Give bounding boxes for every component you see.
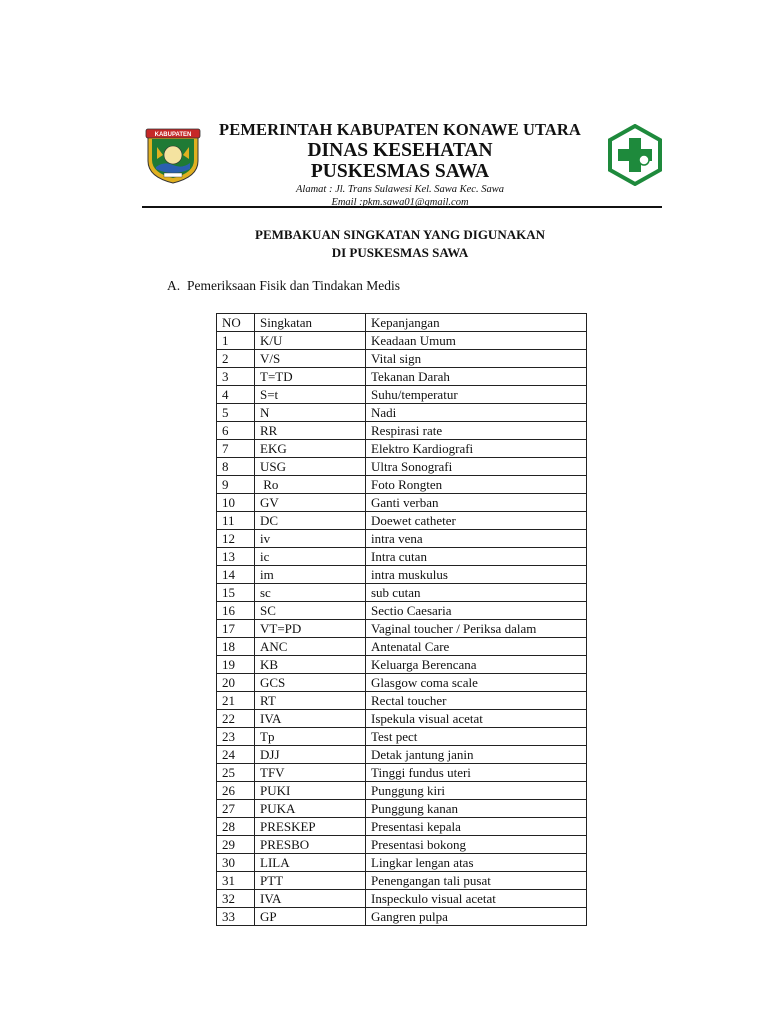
row-abbreviation: sc	[255, 584, 366, 602]
row-expansion: Presentasi kepala	[366, 818, 587, 836]
table-row	[217, 602, 587, 620]
row-expansion: Penengangan tali pusat	[366, 872, 587, 890]
table-row	[217, 908, 587, 926]
row-expansion: Punggung kanan	[366, 800, 587, 818]
row-number: 33	[217, 908, 255, 926]
row-expansion: Keadaan Umum	[366, 332, 587, 350]
row-expansion: Ispekula visual acetat	[366, 710, 587, 728]
row-abbreviation: im	[255, 566, 366, 584]
table-row	[217, 872, 587, 890]
row-number: 12	[217, 530, 255, 548]
row-abbreviation: Ro	[255, 476, 366, 494]
row-number: 15	[217, 584, 255, 602]
row-expansion: Detak jantung janin	[366, 746, 587, 764]
row-abbreviation: PUKA	[255, 800, 366, 818]
row-number: 9	[217, 476, 255, 494]
row-expansion: Elektro Kardiografi	[366, 440, 587, 458]
row-abbreviation: V/S	[255, 350, 366, 368]
row-abbreviation: S=t	[255, 386, 366, 404]
row-abbreviation: PTT	[255, 872, 366, 890]
row-abbreviation: IVA	[255, 890, 366, 908]
row-expansion: Gangren pulpa	[366, 908, 587, 926]
table-row	[217, 350, 587, 368]
row-expansion: Intra cutan	[366, 548, 587, 566]
institution-name: PUSKESMAS SAWA	[310, 161, 490, 182]
row-number: 7	[217, 440, 255, 458]
row-number: 25	[217, 764, 255, 782]
row-abbreviation: PUKI	[255, 782, 366, 800]
row-abbreviation: DJJ	[255, 746, 366, 764]
government-name: PEMERINTAH KABUPATEN KONAWE UTARA	[219, 120, 581, 139]
table-row	[217, 818, 587, 836]
table-row	[217, 638, 587, 656]
header-expansion: Kepanjangan	[366, 314, 587, 332]
letterhead-divider	[142, 206, 662, 208]
row-number: 21	[217, 692, 255, 710]
row-number: 20	[217, 674, 255, 692]
row-expansion: Foto Rongten	[366, 476, 587, 494]
row-abbreviation: PRESBO	[255, 836, 366, 854]
row-number: 1	[217, 332, 255, 350]
table-row	[217, 548, 587, 566]
row-abbreviation: DC	[255, 512, 366, 530]
row-number: 23	[217, 728, 255, 746]
table-row	[217, 854, 587, 872]
row-abbreviation: IVA	[255, 710, 366, 728]
table-row	[217, 674, 587, 692]
row-number: 31	[217, 872, 255, 890]
table-row	[217, 710, 587, 728]
table-row	[217, 800, 587, 818]
row-expansion: Inspeckulo visual acetat	[366, 890, 587, 908]
row-expansion: Punggung kiri	[366, 782, 587, 800]
header-no: NO	[217, 314, 255, 332]
row-number: 11	[217, 512, 255, 530]
row-expansion: Nadi	[366, 404, 587, 422]
row-number: 4	[217, 386, 255, 404]
row-number: 24	[217, 746, 255, 764]
row-abbreviation: EKG	[255, 440, 366, 458]
row-expansion: Vaginal toucher / Periksa dalam	[366, 620, 587, 638]
row-number: 16	[217, 602, 255, 620]
row-number: 6	[217, 422, 255, 440]
row-abbreviation: GCS	[255, 674, 366, 692]
row-abbreviation: SC	[255, 602, 366, 620]
row-expansion: intra vena	[366, 530, 587, 548]
row-number: 13	[217, 548, 255, 566]
row-abbreviation: K/U	[255, 332, 366, 350]
section-heading	[167, 278, 400, 294]
abbreviation-table	[216, 313, 587, 926]
row-abbreviation: T=TD	[255, 368, 366, 386]
puskesmas-cross-logo-icon	[607, 124, 663, 186]
table-row	[217, 566, 587, 584]
table-row	[217, 746, 587, 764]
row-expansion: Suhu/temperatur	[366, 386, 587, 404]
emblem-banner-text: KABUPATEN	[154, 132, 192, 138]
row-abbreviation: GP	[255, 908, 366, 926]
row-abbreviation: TFV	[255, 764, 366, 782]
row-expansion: Tekanan Darah	[366, 368, 587, 386]
row-number: 30	[217, 854, 255, 872]
agency-name: DINAS KESEHATAN	[307, 140, 493, 161]
row-abbreviation: ic	[255, 548, 366, 566]
row-abbreviation: N	[255, 404, 366, 422]
table-row	[217, 332, 587, 350]
row-expansion: Doewet catheter	[366, 512, 587, 530]
row-expansion: Ganti verban	[366, 494, 587, 512]
row-abbreviation: iv	[255, 530, 366, 548]
row-expansion: Rectal toucher	[366, 692, 587, 710]
row-abbreviation: ANC	[255, 638, 366, 656]
table-row	[217, 620, 587, 638]
row-abbreviation: LILA	[255, 854, 366, 872]
row-number: 19	[217, 656, 255, 674]
row-expansion: sub cutan	[366, 584, 587, 602]
row-expansion: Tinggi fundus uteri	[366, 764, 587, 782]
row-expansion: Vital sign	[366, 350, 587, 368]
document-title-line1: PEMBAKUAN SINGKATAN YANG DIGUNAKAN	[255, 227, 545, 242]
header-abbreviation: Singkatan	[255, 314, 366, 332]
row-expansion: Antenatal Care	[366, 638, 587, 656]
table-row	[217, 422, 587, 440]
row-number: 14	[217, 566, 255, 584]
row-number: 27	[217, 800, 255, 818]
row-number: 5	[217, 404, 255, 422]
document-title	[150, 226, 650, 262]
row-abbreviation: PRESKEP	[255, 818, 366, 836]
row-number: 2	[217, 350, 255, 368]
row-expansion: Sectio Caesaria	[366, 602, 587, 620]
letterhead	[160, 120, 640, 209]
table-row	[217, 584, 587, 602]
row-number: 32	[217, 890, 255, 908]
row-number: 8	[217, 458, 255, 476]
row-abbreviation: GV	[255, 494, 366, 512]
table-row	[217, 476, 587, 494]
table-row	[217, 836, 587, 854]
table-row	[217, 782, 587, 800]
row-number: 26	[217, 782, 255, 800]
table-row	[217, 404, 587, 422]
row-number: 17	[217, 620, 255, 638]
table-row	[217, 692, 587, 710]
table-row	[217, 368, 587, 386]
row-number: 29	[217, 836, 255, 854]
row-expansion: Test pect	[366, 728, 587, 746]
row-number: 3	[217, 368, 255, 386]
table-row	[217, 890, 587, 908]
table-row	[217, 386, 587, 404]
document-title-line2: DI PUSKESMAS SAWA	[331, 245, 469, 260]
row-number: 28	[217, 818, 255, 836]
table-row	[217, 458, 587, 476]
row-abbreviation: RR	[255, 422, 366, 440]
row-expansion: Keluarga Berencana	[366, 656, 587, 674]
table-row	[217, 440, 587, 458]
table-row	[217, 494, 587, 512]
row-abbreviation: USG	[255, 458, 366, 476]
row-number: 22	[217, 710, 255, 728]
row-expansion: Glasgow coma scale	[366, 674, 587, 692]
section-title: Pemeriksaan Fisik dan Tindakan Medis	[187, 278, 400, 293]
row-number: 10	[217, 494, 255, 512]
email: Email :pkm.sawa01@gmail.com	[331, 197, 469, 208]
row-expansion: Ultra Sonografi	[366, 458, 587, 476]
row-abbreviation: Tp	[255, 728, 366, 746]
address: Alamat : Jl. Trans Sulawesi Kel. Sawa Kec. Sawa	[296, 184, 504, 195]
table-header-row	[217, 314, 587, 332]
row-expansion: intra muskulus	[366, 566, 587, 584]
section-letter: A.	[167, 278, 181, 293]
row-abbreviation: VT=PD	[255, 620, 366, 638]
row-expansion: Presentasi bokong	[366, 836, 587, 854]
row-expansion: Respirasi rate	[366, 422, 587, 440]
row-number: 18	[217, 638, 255, 656]
table-row	[217, 728, 587, 746]
table-row	[217, 764, 587, 782]
table-row	[217, 512, 587, 530]
row-abbreviation: RT	[255, 692, 366, 710]
table-row	[217, 530, 587, 548]
table-row	[217, 656, 587, 674]
row-expansion: Lingkar lengan atas	[366, 854, 587, 872]
row-abbreviation: KB	[255, 656, 366, 674]
